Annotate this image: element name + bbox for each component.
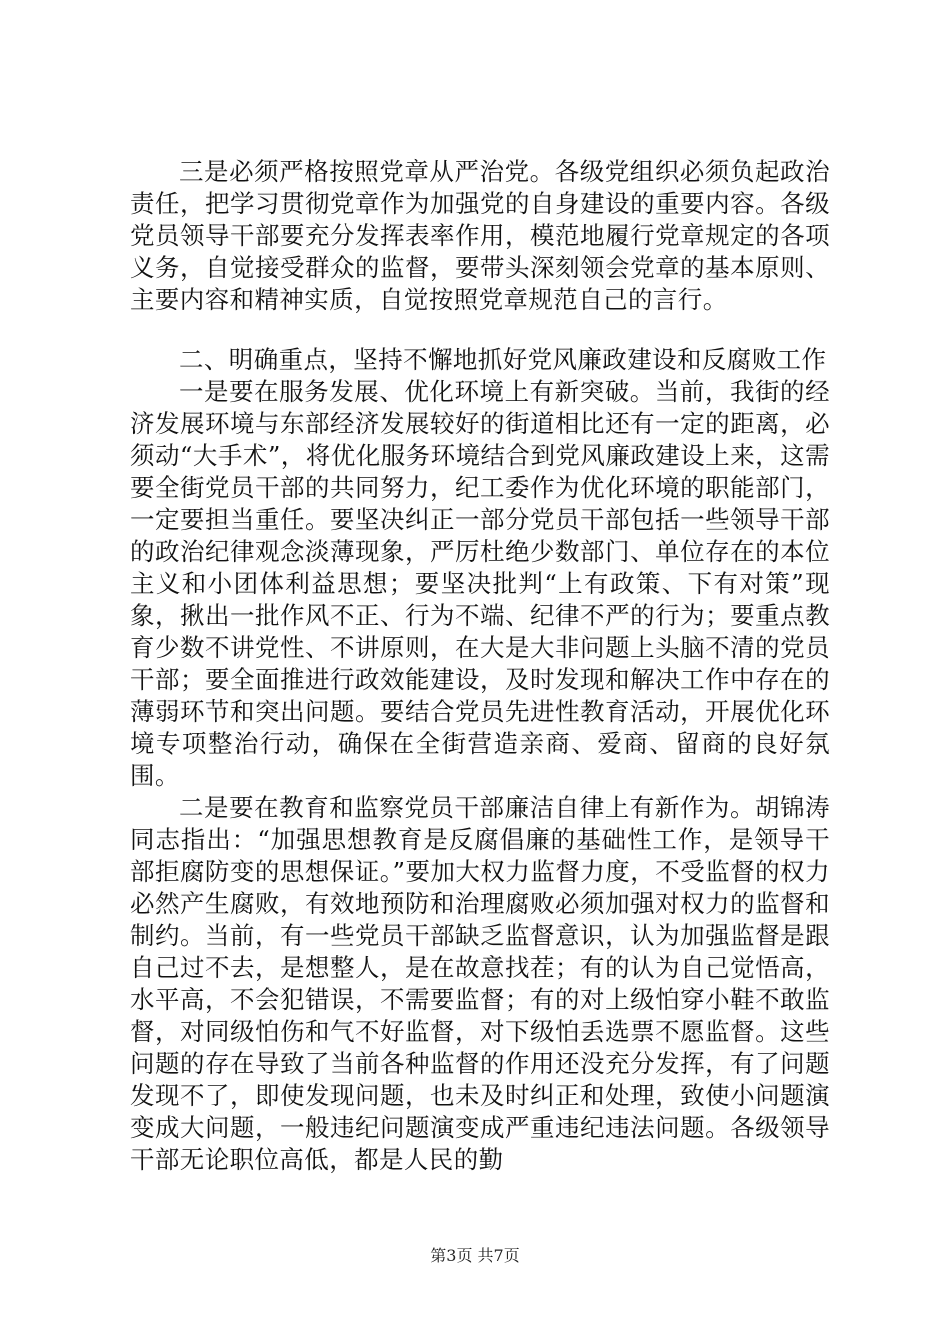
- section-heading: 二、明确重点，坚持不懈地抓好党风廉政建设和反腐败工作: [179, 345, 827, 374]
- paragraph-spacer: [130, 316, 830, 344]
- paragraph-service-development: 一是要在服务发展、优化环境上有新突破。当前，我街的经济发展环境与东部经济发展较好的街道相比还有一定的距离，必须动“大手术”，将优化服务环境结合到党风廉政建设上来，这需要全街党员干部的共同努力，纪工委作为优化环境的职能部门，一定要担当重任。要坚决纠正一部分党员干部包括一些领导干部的政治纪律观念淡薄现象，严厉杜绝少数部门、单位存在的本位主义和小团体利益思想；要坚决批判“上有政策、下有对策”现象，揪出一批作风不正、行为不端、纪律不严的行为；要重点教育少数不讲党性、不讲原则，在大是大非问题上头脑不清的党员干部；要全面推进行政效能建设，及时发现和解决工作中存在的薄弱环节和突出问题。要结合党员先进性教育活动，开展优化环境专项整治行动，确保在全街营造亲商、爱商、留商的良好氛围。: [130, 377, 830, 790]
- page-number-footer: 第3页 共7页: [430, 1246, 520, 1265]
- document-body: [130, 156, 830, 1176]
- paragraph-party-constitution: 三是必须严格按照党章从严治党。各级党组织必须负起政治责任，把学习贯彻党章作为加强党的自身建设的重要内容。各级党员领导干部要充分发挥表率作用，模范地履行党章规定的各项义务，自觉接受群众的监督，要带头深刻领会党章的基本原则、主要内容和精神实质，自觉按照党章规范自己的言行。: [130, 157, 830, 314]
- paragraph-education-supervision: 二是要在教育和监察党员干部廉洁自律上有新作为。胡锦涛同志指出：“加强思想教育是反腐倡廉的基础性工作，是领导干部拒腐防变的思想保证。”要加大权力监督力度，不受监督的权力必然产生腐败，有效地预防和治理腐败必须加强对权力的监督和制约。当前，有一些党员干部缺乏监督意识，认为加强监督是跟自己过不去，是想整人，是在故意找茬；有的认为自己觉悟高，水平高，不会犯错误，不需要监督；有的对上级怕穿小鞋不敢监督，对同级怕伤和气不好监督，对下级怕丢选票不愿监督。这些问题的存在导致了当前各种监督的作用还没充分发挥，有了问题发现不了，即使发现问题，也未及时纠正和处理，致使小问题演变成大问题，一般违纪问题演变成严重违纪违法问题。各级领导干部无论职位高低，都是人民的勤: [130, 793, 830, 1174]
